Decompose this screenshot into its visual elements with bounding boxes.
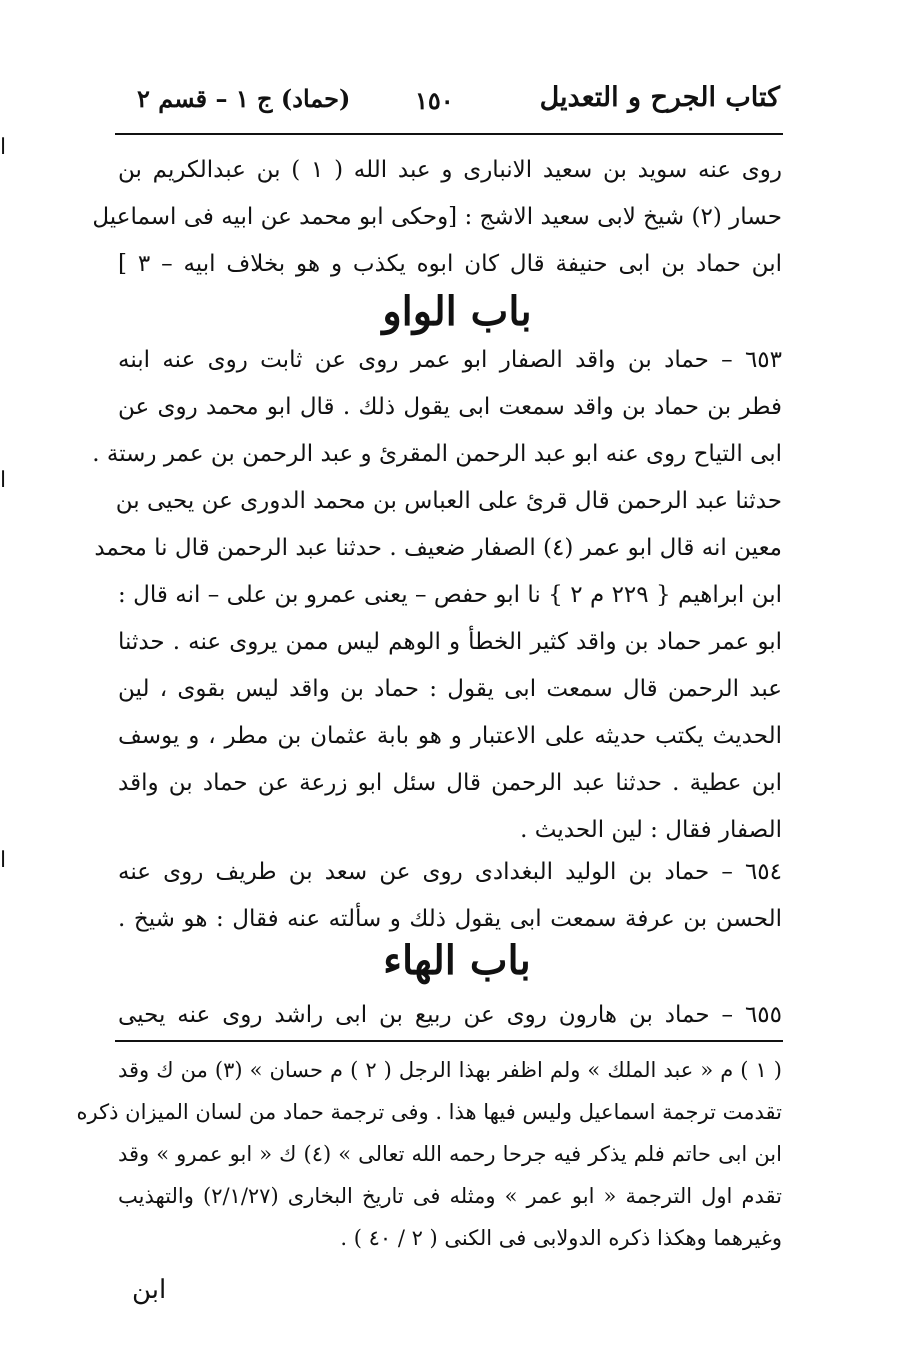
catchword: ابن <box>132 1275 167 1305</box>
body-line: ابن حماد بن ابى حنيفة قال كان ابوه يكذب و هو بخلاف ابيه – ٣ ] <box>118 251 782 277</box>
book-title: كتاب الجرح و التعديل <box>539 82 780 113</box>
footnote-line: وغيرهما وهكذا ذكره الدولابى فى الكنى ( ٢ / ٤٠ ) . <box>340 1226 782 1250</box>
entry-653-line: عبد الرحمن قال سمعت ابى يقول : حماد بن واقد ليس بقوى ، لين <box>118 676 782 702</box>
entry-653-line: حدثنا عبد الرحمن قال قرئ على العباس بن محمد الدورى عن يحيى بن <box>115 488 782 514</box>
entry-653-line: فطر بن حماد بن واقد سمعت ابى يقول ذلك . قال ابو محمد روى عن <box>118 394 782 420</box>
body-line: حسار (٢) شيخ لابى سعيد الاشج : [وحكى ابو محمد عن ابيه فى اسماعيل <box>92 204 782 230</box>
footnote-line: ( ١ ) م « عبد الملك » ولم اظفر بهذا الرجل ( ٢ ) م حسان » (٣) من ك وقد <box>118 1058 782 1082</box>
footnote-line: تقدمت ترجمة اسماعيل وليس فيها هذا . وفى ترجمة حماد من لسان الميزان ذكره <box>76 1100 782 1124</box>
entry-653-line: الصفار فقال : لين الحديث . <box>520 817 782 843</box>
footnote-line: تقدم اول الترجمة « ابو عمر » ومثله فى تاريخ البخارى (٢/١/٢٧) والتهذيب <box>118 1184 782 1208</box>
entry-653-line: ابى التياح روى عنه ابو عبد الرحمن المقرئ و عبد الرحمن بن عمر رستة . <box>92 441 782 467</box>
section-indicator: (حماد) ج ١ – قسم ٢ <box>137 84 351 113</box>
entry-653-line: ابن عطية . حدثنا عبد الرحمن قال سئل ابو زرعة عن حماد بن واقد <box>118 770 782 796</box>
running-header <box>115 70 780 132</box>
entry-654-line: الحسن بن عرفة سمعت ابى يقول ذلك و سألته عنه فقال : هو شيخ . <box>118 906 782 932</box>
entry-654-line: ٦٥٤ – حماد بن الوليد البغدادى روى عن سعد بن طريف روى عنه <box>118 859 782 885</box>
entry-653-line: ابو عمر حماد بن واقد كثير الخطأ و الوهم ليس ممن يروى عنه . حدثنا <box>118 629 782 655</box>
entry-653-line: معين انه قال ابو عمر (٤) الصفار ضعيف . حدثنا عبد الرحمن قال نا محمد <box>94 535 782 561</box>
margin-mark: ا <box>0 135 7 160</box>
entry-653-line: ٦٥٣ – حماد بن واقد الصفار ابو عمر روى عن ثابت روى عنه ابنه <box>118 347 782 373</box>
footnote-rule <box>115 1040 783 1042</box>
body-line: روى عنه سويد بن سعيد الانبارى و عبد الله ( ١ ) بن عبدالكريم بن <box>118 157 782 183</box>
header-rule <box>115 133 783 135</box>
entry-655-line: ٦٥٥ – حماد بن هارون روى عن ربيع بن ابى راشد روى عنه يحيى <box>118 1002 782 1028</box>
section-heading-ha: باب الهاء <box>383 937 531 984</box>
entry-653-line: الحديث يكتب حديثه على الاعتبار و هو بابة عثمان بن مطر ، و يوسف <box>118 723 782 749</box>
page-number: ١٥٠ <box>415 86 454 115</box>
entry-653-line: ابن ابراهيم { ٢٢٩ م ٢ } نا ابو حفص – يعنى عمرو بن على – انه قال : <box>118 582 782 608</box>
section-heading-waw: باب الواو <box>382 288 532 335</box>
margin-mark: ا <box>0 468 7 493</box>
footnote-line: ابن ابى حاتم فلم يذكر فيه جرحا رحمه الله تعالى » (٤) ك « ابو عمرو » وقد <box>118 1142 782 1166</box>
margin-mark: ا <box>0 848 7 873</box>
